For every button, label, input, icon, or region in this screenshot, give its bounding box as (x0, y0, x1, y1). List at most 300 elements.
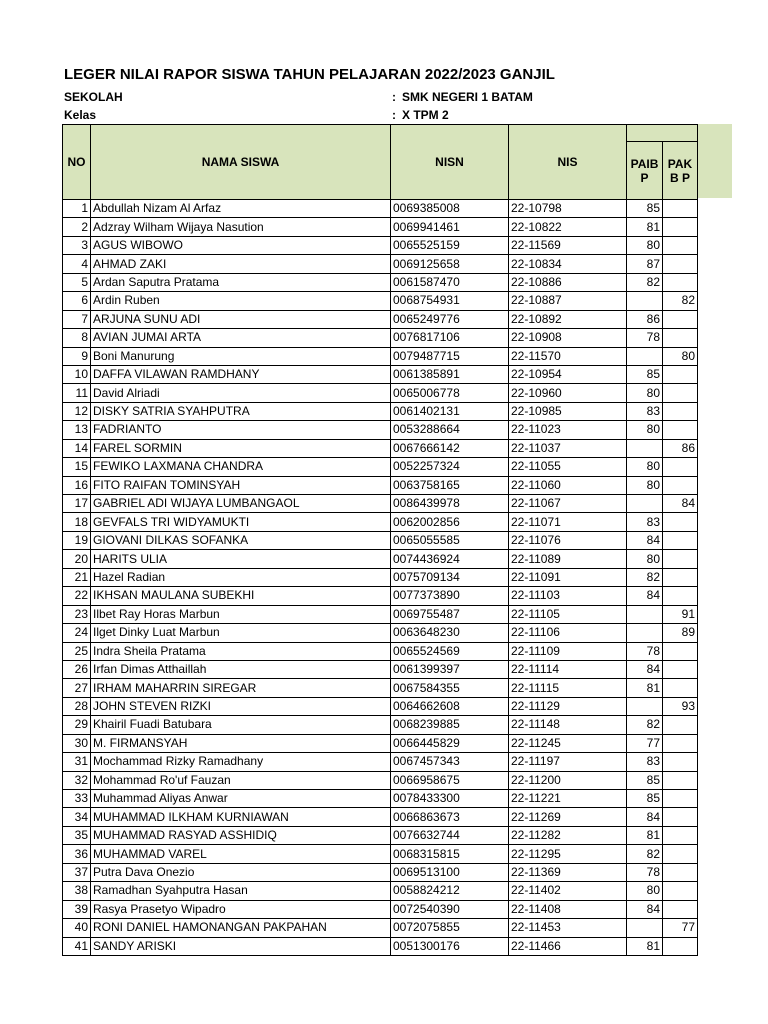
cell-no: 33 (63, 790, 91, 808)
cell-paibp: 80 (627, 421, 663, 439)
cell-nis: 22-10834 (509, 255, 627, 273)
cell-no: 30 (63, 734, 91, 752)
cell-pakbp (663, 550, 698, 568)
header-subject-group (627, 125, 698, 142)
cell-pakbp (663, 790, 698, 808)
cell-pakbp: 93 (663, 697, 698, 715)
cell-paibp: 84 (627, 900, 663, 918)
cell-no: 18 (63, 513, 91, 531)
cell-pakbp: 84 (663, 495, 698, 513)
cell-nisn: 0051300176 (391, 937, 509, 955)
cell-pakbp (663, 937, 698, 955)
cell-pakbp (663, 845, 698, 863)
cell-paibp: 83 (627, 513, 663, 531)
cell-name: JOHN STEVEN RIZKI (91, 697, 391, 715)
cell-no: 20 (63, 550, 91, 568)
cell-nis: 22-11269 (509, 808, 627, 826)
cell-nis: 22-11408 (509, 900, 627, 918)
cell-name: SANDY ARISKI (91, 937, 391, 955)
cell-name: FADRIANTO (91, 421, 391, 439)
cell-no: 37 (63, 863, 91, 881)
cell-nis: 22-10798 (509, 200, 627, 218)
cell-no: 31 (63, 753, 91, 771)
cell-paibp (627, 439, 663, 457)
cell-nis: 22-10892 (509, 310, 627, 328)
cell-name: GABRIEL ADI WIJAYA LUMBANGAOL (91, 495, 391, 513)
cell-no: 11 (63, 384, 91, 402)
cell-no: 7 (63, 310, 91, 328)
cell-pakbp (663, 458, 698, 476)
cell-no: 25 (63, 642, 91, 660)
cell-no: 15 (63, 458, 91, 476)
table-row (63, 919, 698, 937)
cell-name: AGUS WIBOWO (91, 236, 391, 254)
cell-nisn: 0086439978 (391, 495, 509, 513)
cell-nis: 22-11245 (509, 734, 627, 752)
cell-nisn: 0052257324 (391, 458, 509, 476)
cell-name: AVIAN JUMAI ARTA (91, 329, 391, 347)
cell-no: 6 (63, 292, 91, 310)
cell-no: 19 (63, 531, 91, 549)
cell-pakbp (663, 365, 698, 383)
cell-no: 17 (63, 495, 91, 513)
cell-pakbp (663, 753, 698, 771)
cell-name: Mohammad Ro'uf Fauzan (91, 771, 391, 789)
cell-name: FITO RAIFAN TOMINSYAH (91, 476, 391, 494)
cell-pakbp (663, 660, 698, 678)
cell-name: Muhammad Aliyas Anwar (91, 790, 391, 808)
cell-paibp: 85 (627, 790, 663, 808)
header-name: NAMA SISWA (91, 125, 391, 200)
cell-name: Ilget Dinky Luat Marbun (91, 624, 391, 642)
cell-paibp (627, 495, 663, 513)
cell-name: IRHAM MAHARRIN SIREGAR (91, 679, 391, 697)
cell-paibp: 80 (627, 476, 663, 494)
cell-pakbp (663, 421, 698, 439)
meta-class-value: X TPM 2 (402, 108, 449, 122)
cell-nis: 22-10985 (509, 402, 627, 420)
cell-nisn: 0075709134 (391, 568, 509, 586)
table-row (63, 384, 698, 402)
cell-name: GEVFALS TRI WIDYAMUKTI (91, 513, 391, 531)
cell-name: Ardin Ruben (91, 292, 391, 310)
cell-no: 27 (63, 679, 91, 697)
cell-name: MUHAMMAD VAREL (91, 845, 391, 863)
cell-name: FAREL SORMIN (91, 439, 391, 457)
cell-name: Adzray Wilham Wijaya Nasution (91, 218, 391, 236)
grades-table (62, 124, 698, 956)
cell-pakbp (663, 826, 698, 844)
cell-nis: 22-11148 (509, 716, 627, 734)
cell-nis: 22-11105 (509, 605, 627, 623)
cell-nis: 22-10887 (509, 292, 627, 310)
cell-name: MUHAMMAD ILKHAM KURNIAWAN (91, 808, 391, 826)
table-row (63, 347, 698, 365)
cell-name: Putra Dava Onezio (91, 863, 391, 881)
cell-no: 38 (63, 882, 91, 900)
table-row (63, 790, 698, 808)
table-row (63, 660, 698, 678)
cell-paibp: 84 (627, 531, 663, 549)
cell-nis: 22-11076 (509, 531, 627, 549)
cell-nis: 22-11055 (509, 458, 627, 476)
table-row (63, 845, 698, 863)
header-green-extension (697, 124, 732, 198)
table-row (63, 236, 698, 254)
cell-name: DAFFA VILAWAN RAMDHANY (91, 365, 391, 383)
cell-no: 16 (63, 476, 91, 494)
cell-name: IKHSAN MAULANA SUBEKHI (91, 587, 391, 605)
cell-nis: 22-11129 (509, 697, 627, 715)
table-row (63, 937, 698, 955)
document-title: LEGER NILAI RAPOR SISWA TAHUN PELAJARAN 2022/2023 GANJIL (64, 66, 555, 83)
cell-paibp: 86 (627, 310, 663, 328)
cell-pakbp (663, 273, 698, 291)
cell-pakbp (663, 568, 698, 586)
cell-pakbp (663, 531, 698, 549)
cell-nis: 22-10954 (509, 365, 627, 383)
cell-pakbp (663, 900, 698, 918)
cell-no: 32 (63, 771, 91, 789)
cell-paibp: 80 (627, 458, 663, 476)
cell-name: ARJUNA SUNU ADI (91, 310, 391, 328)
cell-paibp (627, 292, 663, 310)
table-row (63, 863, 698, 881)
cell-name: Ramadhan Syahputra Hasan (91, 882, 391, 900)
cell-nisn: 0065249776 (391, 310, 509, 328)
cell-nis: 22-11037 (509, 439, 627, 457)
cell-no: 10 (63, 365, 91, 383)
cell-nis: 22-10886 (509, 273, 627, 291)
cell-pakbp (663, 808, 698, 826)
cell-paibp: 80 (627, 882, 663, 900)
cell-nis: 22-11103 (509, 587, 627, 605)
cell-paibp: 85 (627, 771, 663, 789)
cell-nisn: 0062002856 (391, 513, 509, 531)
cell-nis: 22-11221 (509, 790, 627, 808)
cell-no: 21 (63, 568, 91, 586)
header-no: NO (63, 125, 91, 200)
table-row (63, 808, 698, 826)
table-row (63, 568, 698, 586)
cell-no: 24 (63, 624, 91, 642)
cell-nisn: 0063648230 (391, 624, 509, 642)
cell-paibp: 83 (627, 402, 663, 420)
cell-nis: 22-11197 (509, 753, 627, 771)
meta-class-sep: : (392, 108, 396, 122)
cell-paibp: 85 (627, 365, 663, 383)
cell-pakbp (663, 716, 698, 734)
cell-paibp: 83 (627, 753, 663, 771)
cell-nis: 22-11466 (509, 937, 627, 955)
cell-paibp: 82 (627, 273, 663, 291)
cell-no: 2 (63, 218, 91, 236)
cell-pakbp (663, 236, 698, 254)
cell-nisn: 0053288664 (391, 421, 509, 439)
cell-nis: 22-11402 (509, 882, 627, 900)
cell-nisn: 0065525159 (391, 236, 509, 254)
table-row (63, 697, 698, 715)
cell-pakbp (663, 476, 698, 494)
cell-no: 12 (63, 402, 91, 420)
table-row (63, 402, 698, 420)
cell-name: Hazel Radian (91, 568, 391, 586)
cell-nisn: 0068239885 (391, 716, 509, 734)
table-row (63, 882, 698, 900)
cell-paibp: 80 (627, 550, 663, 568)
cell-nisn: 0061385891 (391, 365, 509, 383)
cell-nisn: 0069755487 (391, 605, 509, 623)
cell-no: 13 (63, 421, 91, 439)
cell-paibp: 81 (627, 218, 663, 236)
cell-paibp: 87 (627, 255, 663, 273)
table-row (63, 826, 698, 844)
cell-nis: 22-11067 (509, 495, 627, 513)
cell-nisn: 0069385008 (391, 200, 509, 218)
cell-pakbp: 86 (663, 439, 698, 457)
table-row (63, 310, 698, 328)
cell-paibp (627, 605, 663, 623)
cell-paibp: 80 (627, 236, 663, 254)
cell-name: AHMAD ZAKI (91, 255, 391, 273)
cell-pakbp (663, 384, 698, 402)
cell-nisn: 0067457343 (391, 753, 509, 771)
cell-name: Khairil Fuadi Batubara (91, 716, 391, 734)
cell-name: Ardan Saputra Pratama (91, 273, 391, 291)
cell-paibp (627, 624, 663, 642)
table-row (63, 587, 698, 605)
cell-pakbp: 77 (663, 919, 698, 937)
cell-nisn: 0076632744 (391, 826, 509, 844)
cell-name: Indra Sheila Pratama (91, 642, 391, 660)
cell-nis: 22-10960 (509, 384, 627, 402)
cell-paibp: 78 (627, 642, 663, 660)
cell-nis: 22-11295 (509, 845, 627, 863)
cell-pakbp (663, 771, 698, 789)
cell-no: 35 (63, 826, 91, 844)
cell-paibp: 80 (627, 384, 663, 402)
cell-nisn: 0065055585 (391, 531, 509, 549)
meta-class-label: Kelas (64, 108, 97, 122)
cell-paibp: 85 (627, 200, 663, 218)
cell-pakbp (663, 402, 698, 420)
cell-paibp: 82 (627, 716, 663, 734)
table-row (63, 900, 698, 918)
cell-paibp: 78 (627, 863, 663, 881)
cell-paibp: 81 (627, 937, 663, 955)
meta-school-value: SMK NEGERI 1 BATAM (402, 90, 533, 104)
cell-no: 34 (63, 808, 91, 826)
table-row (63, 495, 698, 513)
cell-nis: 22-11282 (509, 826, 627, 844)
cell-nis: 22-11369 (509, 863, 627, 881)
cell-paibp (627, 697, 663, 715)
cell-nisn: 0065006778 (391, 384, 509, 402)
cell-name: Mochammad Rizky Ramadhany (91, 753, 391, 771)
cell-paibp: 81 (627, 679, 663, 697)
cell-nisn: 0077373890 (391, 587, 509, 605)
cell-nis: 22-11569 (509, 236, 627, 254)
cell-nis: 22-11089 (509, 550, 627, 568)
cell-nisn: 0069941461 (391, 218, 509, 236)
cell-no: 26 (63, 660, 91, 678)
table-row (63, 458, 698, 476)
cell-pakbp: 89 (663, 624, 698, 642)
cell-pakbp (663, 310, 698, 328)
cell-pakbp (663, 642, 698, 660)
table-row (63, 292, 698, 310)
cell-paibp: 84 (627, 808, 663, 826)
cell-nis: 22-11106 (509, 624, 627, 642)
table-row (63, 273, 698, 291)
cell-paibp (627, 347, 663, 365)
cell-name: MUHAMMAD RASYAD ASSHIDIQ (91, 826, 391, 844)
cell-no: 39 (63, 900, 91, 918)
table-row (63, 642, 698, 660)
cell-name: Ilbet Ray Horas Marbun (91, 605, 391, 623)
table-row (63, 734, 698, 752)
table-row (63, 679, 698, 697)
table-row (63, 255, 698, 273)
cell-name: Rasya Prasetyo Wipadro (91, 900, 391, 918)
cell-nis: 22-10822 (509, 218, 627, 236)
cell-pakbp (663, 200, 698, 218)
cell-nisn: 0079487715 (391, 347, 509, 365)
cell-nis: 22-11570 (509, 347, 627, 365)
cell-nis: 22-11109 (509, 642, 627, 660)
meta-school-sep: : (392, 90, 396, 104)
cell-pakbp (663, 329, 698, 347)
cell-no: 8 (63, 329, 91, 347)
cell-name: HARITS ULIA (91, 550, 391, 568)
cell-nisn: 0066958675 (391, 771, 509, 789)
cell-nis: 22-11091 (509, 568, 627, 586)
table-row (63, 531, 698, 549)
cell-nis: 22-11453 (509, 919, 627, 937)
cell-no: 22 (63, 587, 91, 605)
cell-no: 23 (63, 605, 91, 623)
table-row (63, 218, 698, 236)
table-row (63, 550, 698, 568)
table-row (63, 716, 698, 734)
cell-name: David Alriadi (91, 384, 391, 402)
cell-nisn: 0061399397 (391, 660, 509, 678)
cell-paibp: 84 (627, 587, 663, 605)
cell-name: GIOVANI DILKAS SOFANKA (91, 531, 391, 549)
cell-nisn: 0066445829 (391, 734, 509, 752)
cell-nisn: 0068754931 (391, 292, 509, 310)
cell-nisn: 0078433300 (391, 790, 509, 808)
cell-pakbp (663, 587, 698, 605)
cell-pakbp: 82 (663, 292, 698, 310)
cell-no: 29 (63, 716, 91, 734)
table-row (63, 439, 698, 457)
cell-paibp (627, 919, 663, 937)
cell-name: RONI DANIEL HAMONANGAN PAKPAHAN (91, 919, 391, 937)
cell-nisn: 0067666142 (391, 439, 509, 457)
table-row (63, 771, 698, 789)
table-row (63, 753, 698, 771)
cell-pakbp: 80 (663, 347, 698, 365)
table-row (63, 624, 698, 642)
cell-nisn: 0074436924 (391, 550, 509, 568)
cell-name: Irfan Dimas Atthaillah (91, 660, 391, 678)
cell-name: FEWIKO LAXMANA CHANDRA (91, 458, 391, 476)
cell-paibp: 84 (627, 660, 663, 678)
cell-pakbp (663, 863, 698, 881)
cell-paibp: 82 (627, 568, 663, 586)
cell-pakbp (663, 679, 698, 697)
cell-pakbp: 91 (663, 605, 698, 623)
cell-paibp: 82 (627, 845, 663, 863)
header-paibp: PAIB P (627, 142, 663, 200)
cell-no: 3 (63, 236, 91, 254)
table-row (63, 329, 698, 347)
cell-nisn: 0069513100 (391, 863, 509, 881)
table-row (63, 365, 698, 383)
cell-nisn: 0069125658 (391, 255, 509, 273)
table-row (63, 513, 698, 531)
cell-no: 36 (63, 845, 91, 863)
cell-name: Abdullah Nizam Al Arfaz (91, 200, 391, 218)
meta-school-label: SEKOLAH (64, 90, 123, 104)
cell-paibp: 77 (627, 734, 663, 752)
cell-pakbp (663, 734, 698, 752)
cell-paibp: 81 (627, 826, 663, 844)
header-nis: NIS (509, 125, 627, 200)
cell-name: M. FIRMANSYAH (91, 734, 391, 752)
cell-nis: 22-10908 (509, 329, 627, 347)
cell-nisn: 0063758165 (391, 476, 509, 494)
cell-no: 9 (63, 347, 91, 365)
cell-nisn: 0064662608 (391, 697, 509, 715)
table-row (63, 476, 698, 494)
cell-pakbp (663, 513, 698, 531)
cell-nisn: 0072540390 (391, 900, 509, 918)
header-pakbp: PAKB P (663, 142, 698, 200)
cell-no: 41 (63, 937, 91, 955)
cell-nis: 22-11115 (509, 679, 627, 697)
cell-nisn: 0067584355 (391, 679, 509, 697)
cell-nisn: 0058824212 (391, 882, 509, 900)
cell-nisn: 0068315815 (391, 845, 509, 863)
cell-nisn: 0061402131 (391, 402, 509, 420)
cell-no: 1 (63, 200, 91, 218)
cell-no: 5 (63, 273, 91, 291)
cell-nisn: 0065524569 (391, 642, 509, 660)
cell-nis: 22-11071 (509, 513, 627, 531)
cell-nis: 22-11200 (509, 771, 627, 789)
cell-name: Boni Manurung (91, 347, 391, 365)
cell-no: 14 (63, 439, 91, 457)
cell-nisn: 0072075855 (391, 919, 509, 937)
cell-nis: 22-11060 (509, 476, 627, 494)
cell-nis: 22-11114 (509, 660, 627, 678)
table-row (63, 605, 698, 623)
cell-paibp: 78 (627, 329, 663, 347)
cell-nisn: 0076817106 (391, 329, 509, 347)
cell-name: DISKY SATRIA SYAHPUTRA (91, 402, 391, 420)
cell-nisn: 0066863673 (391, 808, 509, 826)
cell-nis: 22-11023 (509, 421, 627, 439)
cell-nisn: 0061587470 (391, 273, 509, 291)
cell-no: 28 (63, 697, 91, 715)
cell-pakbp (663, 255, 698, 273)
header-nisn: NISN (391, 125, 509, 200)
cell-no: 4 (63, 255, 91, 273)
table-row (63, 421, 698, 439)
table-row (63, 200, 698, 218)
